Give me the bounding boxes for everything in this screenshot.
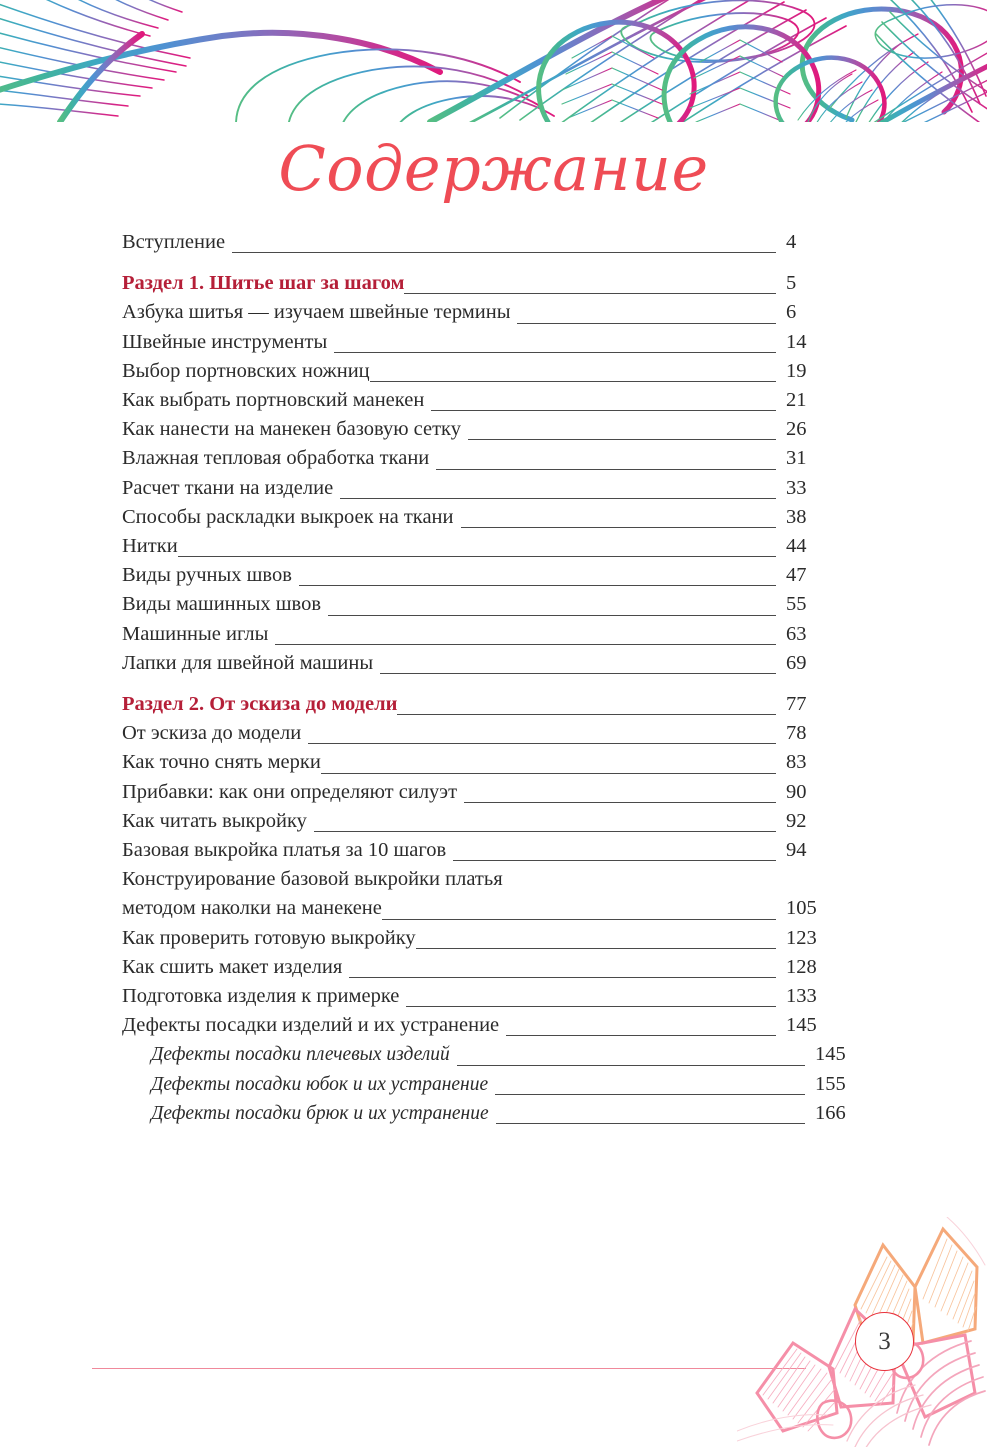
toc-leader-line [506, 1035, 776, 1036]
toc-entry-page-number: 69 [786, 651, 807, 674]
toc-entry[interactable] [122, 649, 834, 678]
toc-leader-line [436, 469, 776, 470]
toc-entry-label: Лапки для швейной машины [122, 651, 374, 674]
footer-divider-rule [92, 1368, 806, 1369]
toc-leader-line [495, 1094, 805, 1095]
toc-leader-line [328, 615, 776, 616]
toc-leader-line [334, 352, 776, 353]
toc-entry-label: Раздел 2. От эскиза до модели [122, 693, 398, 716]
toc-entry[interactable] [122, 532, 834, 561]
toc-entry-page-number: 128 [786, 955, 817, 978]
toc-entry-label: Дефекты посадки брюк и их устранение [151, 1102, 489, 1124]
toc-leader-line [468, 439, 776, 440]
toc-entry[interactable] [122, 590, 834, 619]
toc-entry-page-number: 105 [786, 897, 817, 920]
toc-entry[interactable] [122, 1040, 863, 1069]
toc-entry[interactable] [122, 748, 834, 777]
toc-leader-line [321, 773, 776, 774]
toc-entry-label: Раздел 1. Шитье шаг за шагом [122, 272, 405, 295]
toc-entry-label: Как читать выкройку [122, 809, 307, 832]
toc-entry[interactable] [122, 386, 834, 415]
toc-entry-label: Виды ручных швов [122, 564, 292, 587]
toc-entry-page-number: 166 [815, 1101, 846, 1124]
toc-entry-label: методом наколки на манекене [122, 897, 382, 920]
toc-entry[interactable] [122, 328, 834, 357]
toc-entry-page-number: 31 [786, 447, 807, 470]
toc-leader-line [349, 977, 776, 978]
toc-leader-line [404, 293, 776, 294]
toc-entry-page-number: 78 [786, 722, 807, 745]
toc-leader-line [461, 527, 777, 528]
toc-entry-page-number: 44 [786, 535, 807, 558]
toc-entry-label: Азбука шитья — изучаем швейные термины [122, 301, 511, 324]
toc-entry-page-number: 26 [786, 418, 807, 441]
toc-entry-label: Способы раскладки выкроек на ткани [122, 505, 454, 528]
toc-entry-label: Как точно снять мерки [122, 751, 321, 774]
toc-entry[interactable] [122, 444, 834, 473]
leaf-line-art-banner-icon [0, 0, 987, 122]
toc-leader-line [457, 1065, 805, 1066]
toc-entry-label: Дефекты посадки юбок и их устранение [151, 1073, 489, 1095]
toc-entry-page-number: 83 [786, 751, 807, 774]
toc-entry-page-number: 92 [786, 809, 807, 832]
toc-entry-page-number: 94 [786, 839, 807, 862]
toc-entry[interactable] [122, 415, 834, 444]
toc-entry-page-number: 123 [786, 926, 817, 949]
toc-entry[interactable] [122, 953, 834, 982]
toc-entry[interactable] [122, 865, 834, 894]
toc-entry[interactable] [122, 1070, 863, 1099]
toc-leader-line [314, 831, 776, 832]
toc-leader-line [453, 860, 776, 861]
toc-leader-line [275, 644, 776, 645]
toc-entry-page-number: 145 [786, 1014, 817, 1037]
toc-leader-line [406, 1006, 776, 1007]
toc-entry-label: Швейные инструменты [122, 330, 328, 353]
toc-entry-label: Машинные иглы [122, 622, 269, 645]
toc-entry-label: Как сшить макет изделия [122, 955, 343, 978]
toc-leader-line [178, 556, 776, 557]
toc-entry-label: Нитки [122, 535, 178, 558]
toc-leader-line [380, 673, 776, 674]
toc-entry[interactable] [122, 474, 834, 503]
toc-leader-line [517, 323, 776, 324]
toc-leader-line [382, 919, 776, 920]
toc-entry-page-number: 133 [786, 985, 817, 1008]
toc-entry-label: Дефекты посадки плечевых изделий [151, 1044, 450, 1066]
table-of-contents [122, 228, 846, 1128]
toc-entry-label: Дефекты посадки изделий и их устранение [122, 1014, 500, 1037]
toc-entry[interactable] [122, 228, 834, 257]
toc-entry[interactable] [122, 298, 834, 327]
toc-entry[interactable] [122, 690, 834, 719]
toc-leader-line [232, 252, 776, 253]
toc-leader-line [464, 802, 776, 803]
toc-entry-label: Виды машинных швов [122, 593, 322, 616]
toc-entry-label: Выбор портновских ножниц [122, 359, 370, 382]
toc-entry[interactable] [122, 982, 834, 1011]
toc-leader-line [397, 714, 776, 715]
toc-entry-label: Как проверить готовую выкройку [122, 926, 416, 949]
toc-entry[interactable] [122, 719, 834, 748]
toc-entry-page-number: 155 [815, 1072, 846, 1095]
page-number-badge: 3 [855, 1312, 914, 1371]
toc-entry-page-number: 55 [786, 593, 807, 616]
toc-entry-label: От эскиза до модели [122, 722, 302, 745]
toc-entry-label: Базовая выкройка платья за 10 шагов [122, 839, 447, 862]
toc-entry-page-number: 145 [815, 1043, 846, 1066]
toc-entry-page-number: 4 [786, 231, 797, 253]
toc-entry-label: Влажная тепловая обработка ткани [122, 447, 430, 470]
toc-entry-page-number: 21 [786, 389, 807, 412]
toc-entry-page-number: 77 [786, 693, 807, 716]
toc-entry[interactable] [122, 778, 834, 807]
toc-entry-label: Вступление [122, 231, 226, 253]
toc-entry[interactable] [122, 561, 834, 590]
toc-entry[interactable] [122, 1099, 863, 1128]
toc-leader-line [299, 585, 776, 586]
toc-entry-label: Конструирование базовой выкройки платья [122, 868, 503, 891]
toc-entry-page-number: 14 [786, 330, 807, 353]
toc-entry[interactable] [122, 503, 834, 532]
toc-entry-label: Подготовка изделия к примерке [122, 985, 400, 1008]
toc-entry-label: Как нанести на манекен базовую сетку [122, 418, 461, 441]
toc-entry[interactable] [122, 620, 834, 649]
toc-leader-line [496, 1123, 805, 1124]
toc-entry-page-number: 47 [786, 564, 807, 587]
toc-entry-page-number: 5 [786, 272, 797, 295]
toc-entry[interactable] [122, 836, 834, 865]
toc-leader-line [431, 410, 776, 411]
toc-entry[interactable] [122, 894, 834, 923]
page-title: Содержание [278, 132, 709, 205]
toc-entry-page-number: 63 [786, 622, 807, 645]
toc-entry-label: Прибавки: как они определяют силуэт [122, 780, 458, 803]
toc-entry-page-number: 33 [786, 476, 807, 499]
toc-entry[interactable] [122, 807, 834, 836]
toc-leader-line [416, 948, 776, 949]
toc-entry-label: Расчет ткани на изделие [122, 476, 334, 499]
toc-leader-line [340, 498, 776, 499]
toc-leader-line [370, 381, 776, 382]
toc-entry[interactable] [122, 924, 834, 953]
toc-leader-line [308, 743, 776, 744]
toc-entry[interactable] [122, 269, 834, 298]
toc-entry-page-number: 6 [786, 301, 797, 324]
toc-entry[interactable] [122, 1011, 834, 1040]
toc-entry-label: Как выбрать портновский манекен [122, 389, 425, 412]
toc-entry[interactable] [122, 357, 834, 386]
toc-entry-page-number: 19 [786, 359, 807, 382]
toc-entry-page-number: 90 [786, 780, 807, 803]
toc-entry-page-number: 38 [786, 505, 807, 528]
